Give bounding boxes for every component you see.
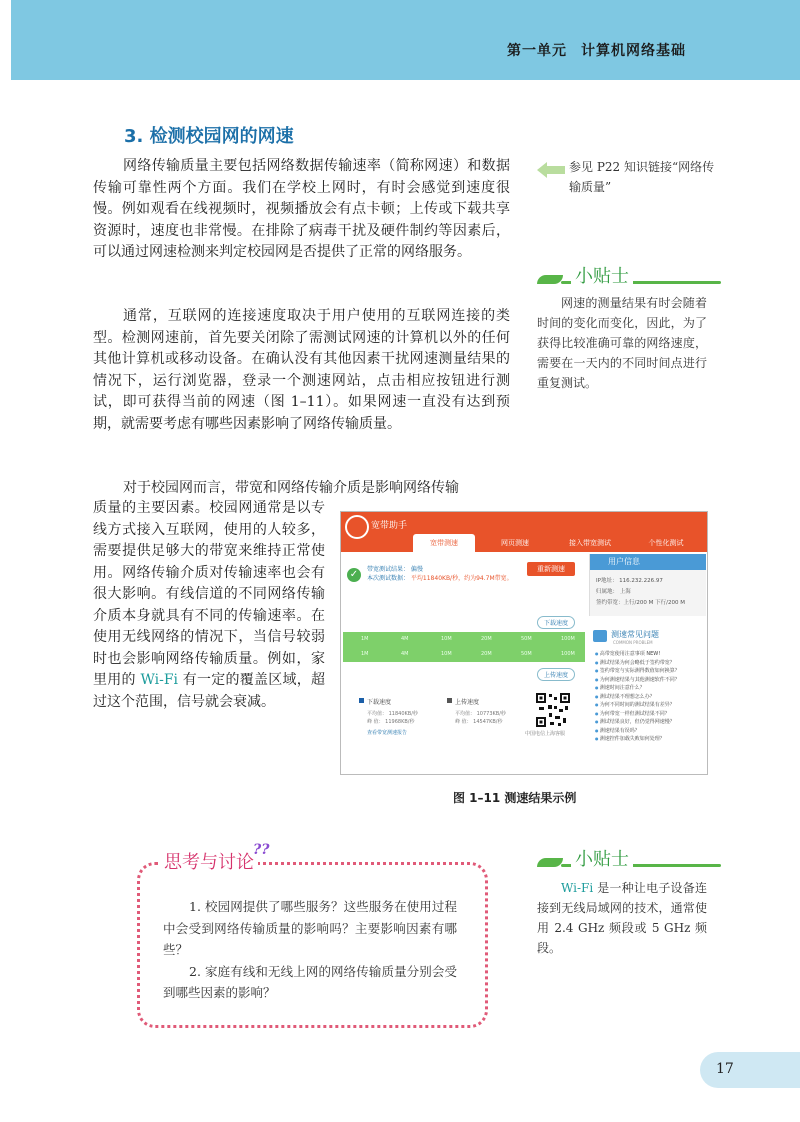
upload-speed-bubble: 上传速度 [537, 668, 575, 681]
qr-code-icon [535, 692, 571, 728]
arrow-left-icon [537, 161, 565, 179]
gauge-tick: 1M [361, 636, 369, 642]
speed-report-link[interactable]: 查看带宽测速报告 [367, 730, 408, 736]
figure-caption: 图 1–11 测速结果示例 [453, 791, 577, 805]
download-label: 下载速度 [367, 699, 392, 706]
tab-custom-test[interactable]: 个性化测试 [648, 539, 684, 547]
tip-header [537, 851, 707, 871]
tip-title: 小贴士 [571, 845, 633, 871]
leaf-icon [537, 858, 563, 867]
paragraph-1: 网络传输质量主要包括网络数据传输速率（简称网速）和数据传输可靠性两个方面。我们在学校上网时，有时会感觉到速度很慢。例如观看在线视频时，视频播放会有点卡顿；上传或下载共享资源时，速度也非常慢。在排除了病毒干扰及硬件制约等因素后，可以通过网速检测来判定校园网是否提供了正常的网络服务。 [93, 158, 510, 260]
speed-gauge [343, 632, 585, 662]
faq-item[interactable]: ● 测速时间注意什么？ [595, 684, 705, 693]
faq-item[interactable]: ● 签约带宽与实际测得数值如何换算？ [595, 667, 705, 676]
faq-list [595, 650, 705, 744]
download-speed-bubble: 下载速度 [537, 616, 575, 629]
download-peak: 峰 值： 11968KB/秒 [367, 719, 415, 725]
faq-item[interactable]: ● 为何测速结果与其他测速软件不同？ [595, 676, 705, 685]
gauge-tick: 100M [561, 651, 575, 657]
check-icon: ✓ [347, 568, 361, 582]
gauge-tick: 10M [441, 651, 452, 657]
unit-title: 计算机网络基础 [581, 43, 686, 59]
gauge-tick: 10M [441, 636, 452, 642]
retest-button[interactable]: 重新测速 [527, 562, 575, 576]
faq-item[interactable]: ● 测速结果有误吗？ [595, 727, 705, 736]
app-title: 宽带助手 [371, 521, 408, 531]
user-bandwidth: 签约带宽：上行/200 M 下行/200 M [596, 600, 685, 606]
gauge-tick: 20M [481, 636, 492, 642]
tip-text-body: 是一种让电子设备连接到无线局域网的技术，通常使用 2.4 GHz 频段或 5 GHz 频段。 [537, 881, 707, 955]
discussion-question-2: 2. 家庭有线和无线上网的网络传输质量分别会受到哪些因素的影响？ [163, 963, 457, 1000]
user-info-title: 用户信息 [590, 554, 706, 570]
tip-text: 网速的测量结果有时会随着时间的变化而变化，因此，为了获得比较准确可靠的网络速度，需要在一天内的不同时间点进行重复测试。 [537, 296, 707, 390]
leaf-icon [537, 275, 563, 284]
paragraph-3-text-b: 有一定的覆盖区域，超过这个范围，信号就会衰减。 [93, 672, 325, 710]
faq-subtitle: COMMON PROBLEM [613, 640, 653, 645]
faq-item[interactable]: ● 测试结果为何会略低于签约带宽？ [595, 659, 705, 668]
header-title [507, 40, 700, 60]
faq-item[interactable]: ● 高带宽使用注意事项 NEW! [595, 650, 705, 659]
result-data [367, 573, 513, 582]
download-legend-square [359, 698, 364, 703]
section-title: 3. 检测校园网的网速 [124, 126, 294, 147]
wifi-term: Wi-Fi [140, 672, 179, 688]
paragraph-3-text-a: 质量的主要因素。校园网通常是以专线方式接入互联网，使用的人较多，需要提供足够大的带宽来维持正常使用。网络传输介质对传输速率也会有很大影响。有线信道的不同网络传输介质本身就具有不同的传输速率。在使用无线网络的情况下，当信号较弱时也会影响网络传输质量。例如，家里用的 [93, 500, 325, 688]
header-band [11, 0, 800, 80]
user-info-panel [589, 554, 706, 616]
tip-header [537, 268, 707, 288]
download-average: 平均值： 11840KB/秒 [367, 711, 418, 717]
gauge-tick: 20M [481, 651, 492, 657]
discussion-title: 思考与讨论 [160, 848, 258, 874]
tab-web-speed[interactable]: 网页测速 [501, 539, 529, 547]
page-number-tab [700, 1052, 800, 1088]
gauge-tick: 50M [521, 636, 532, 642]
speed-test-screenshot [340, 511, 708, 775]
gauge-tick: 4M [401, 651, 409, 657]
qr-caption: 中国电信上海客服 [525, 731, 566, 737]
faq-item[interactable]: ● 为何不同时间的测试结果有差异？ [595, 701, 705, 710]
faq-item[interactable]: ● 为何带宽一样但测试结果不同？ [595, 710, 705, 719]
upload-legend-square [447, 698, 452, 703]
upload-average: 平均值： 10773KB/秒 [455, 711, 506, 717]
result-data-value: 平均11840KB/秒，约为94.7M带宽。 [410, 575, 513, 582]
paragraph-3-line1: 对于校园网而言，带宽和网络传输介质是影响网络传输 [123, 480, 459, 496]
tab-access-bandwidth[interactable]: 接入带宽测试 [569, 539, 611, 547]
faq-title: 测速常见问题 [611, 630, 659, 639]
paragraph-2: 通常，互联网的连接速度取决于用户使用的互联网连接的类型。检测网速前，首先要关闭除了需测试网速的计算机以外的任何其他计算机或移动设备。在确认没有其他因素干扰网速测量结果的情况下，运行浏览器，登录一个测速网站，点击相应按钮进行测试，即可获得当前的网速（图 1–11）。如果网速一直没有达到预期，就需要考虑有哪些因素影响了网络传输质量。 [93, 308, 510, 432]
tip-title: 小贴士 [571, 262, 633, 288]
upload-peak: 峰 值： 14547KB/秒 [455, 719, 503, 725]
faq-item[interactable]: ● 测速控件加载失败如何处理？ [595, 735, 705, 744]
wifi-term: Wi-Fi [561, 881, 594, 895]
gauge-tick: 50M [521, 651, 532, 657]
faq-item[interactable]: ● 测试结果不理想怎么办？ [595, 693, 705, 702]
user-location: 归属地： 上海 [596, 589, 631, 595]
gauge-tick: 100M [561, 636, 575, 642]
result-summary: 带宽测试结果： 偏慢 [367, 566, 423, 573]
reference-note: 参见 P22 知识链接“网络传输质量” [569, 160, 715, 194]
unit-label: 第一单元 [507, 43, 567, 59]
gauge-tick: 4M [401, 636, 409, 642]
app-logo-icon [345, 515, 369, 539]
user-ip: IP地址： 116.232.226.97 [596, 578, 663, 584]
discussion-question-1: 1. 校园网提供了哪些服务？这些服务在使用过程中会受到网络传输质量的影响吗？主要影响因素有哪些？ [163, 899, 457, 957]
page-number: 17 [716, 1061, 734, 1077]
question-marks-icon: ?? [253, 842, 270, 858]
tip-text [537, 878, 707, 958]
paragraph-3-rest [93, 498, 325, 713]
faq-icon [593, 630, 607, 642]
faq-item[interactable]: ● 测试结果良好，但仍觉得网速慢？ [595, 718, 705, 727]
upload-label: 上传速度 [455, 699, 480, 706]
app-topbar [341, 512, 707, 552]
tab-broadband-speed[interactable]: 宽带测速 [413, 534, 475, 552]
gauge-tick: 1M [361, 651, 369, 657]
discussion-questions [163, 896, 457, 1004]
result-data-label: 本次测试数据： [367, 575, 411, 582]
